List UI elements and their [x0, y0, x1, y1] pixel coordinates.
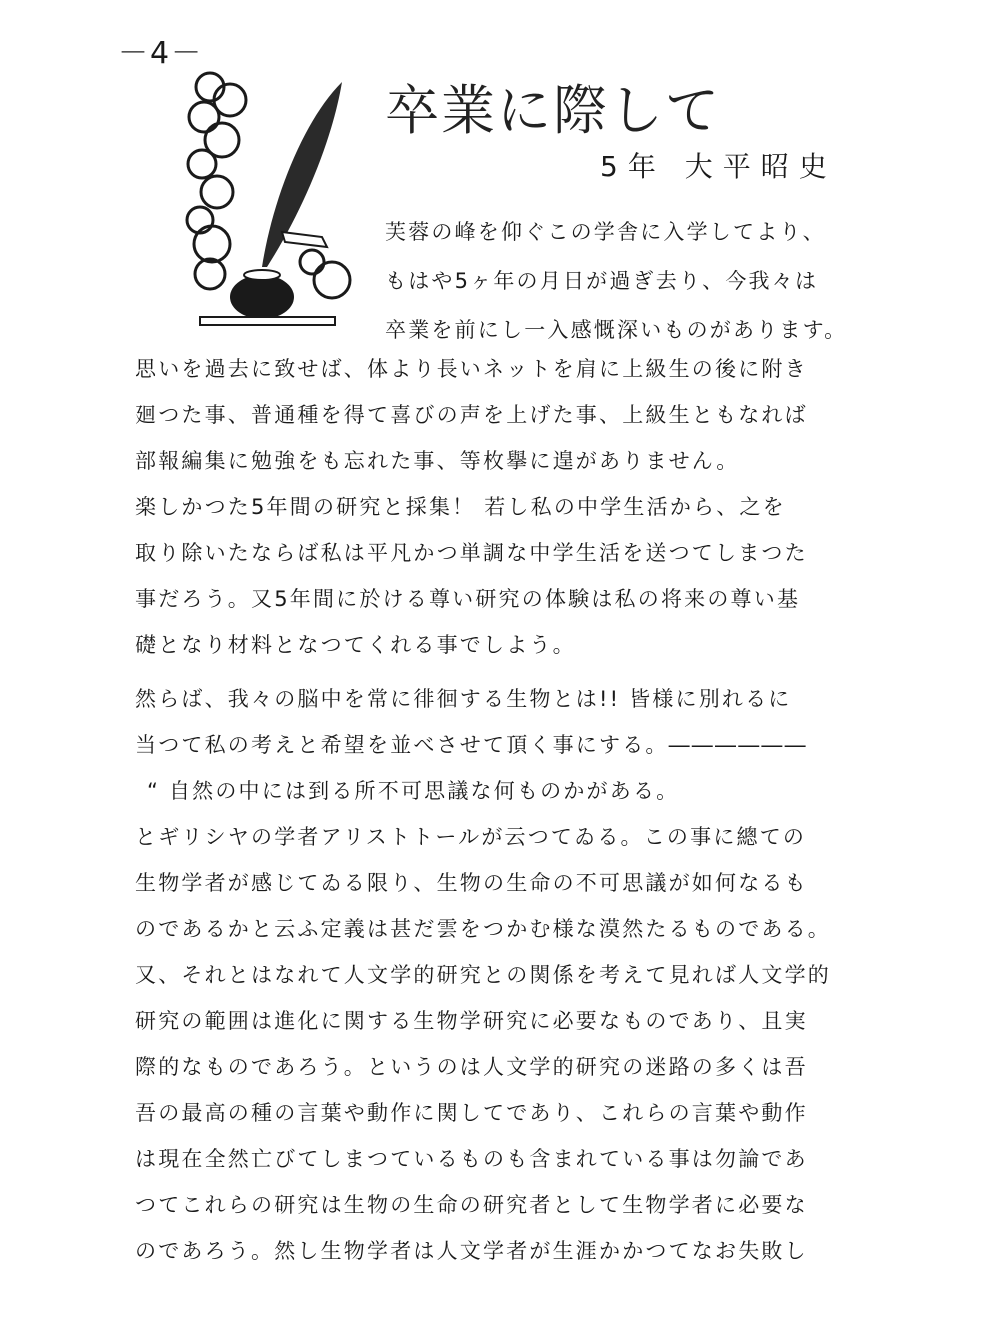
- article-title: 卒業に際して: [385, 79, 721, 142]
- text-line: 生物学者が感じてゐる限り、生物の生命の不可思議が如何なるも: [135, 871, 808, 895]
- text-line: 部報編集に勉強をも忘れた事、等枚擧に遑がありません。: [135, 449, 740, 473]
- text-line: とギリシヤの学者アリストトールが云つてゐる。この事に總ての: [135, 825, 807, 849]
- text-line: もはや5ヶ年の月日が過ぎ去り、今我々は: [385, 269, 819, 293]
- text-line: 芙蓉の峰を仰ぐこの学舎に入学してより、: [385, 220, 826, 244]
- text-line: 然らば、我々の脳中を常に徘徊する生物とは!! 皆様に別れるに: [135, 687, 792, 711]
- text-line: のであるかと云ふ定義は甚だ雲をつかむ様な漠然たるものである。: [135, 917, 831, 941]
- author-line: 5年 大平昭史: [600, 150, 837, 183]
- text-line: 思いを過去に致せば、体より長いネットを肩に上級生の後に附き: [135, 357, 808, 381]
- text-line: 礎となり材料となつてくれる事でしよう。: [135, 633, 576, 657]
- text-line: 又、それとはなれて人文学的研究との関係を考えて見れば人文学的: [135, 963, 831, 987]
- quill-inkpot-illustration: [182, 62, 362, 337]
- quote-line: “ 自然の中には到る所不可思議な何ものかがある。: [147, 779, 680, 803]
- intro-paragraph: [385, 208, 855, 355]
- text-line: 取り除いたならば私は平凡かつ単調な中学生活を送つてしまつた: [135, 541, 808, 565]
- text-line: 楽しかつた5年間の研究と採集！ 若し私の中学生活から、之を: [135, 495, 786, 519]
- text-line: 研究の範囲は進化に関する生物学研究に必要なものであり、且実: [135, 1009, 808, 1033]
- text-line: 当つて私の考えと希望を並べさせて頂く事にする。――――――: [135, 733, 808, 757]
- text-line: つてこれらの研究は生物の生命の研究者として生物学者に必要な: [135, 1193, 808, 1217]
- text-line: 卒業を前にし一入感慨深いものがあります。: [385, 318, 848, 342]
- text-line: 廻つた事、普通種を得て喜びの声を上げた事、上級生ともなれば: [135, 403, 808, 427]
- text-line: のであろう。然し生物学者は人文学者が生涯かかつてなお失敗し: [135, 1239, 808, 1263]
- text-line: は現在全然亡びてしまつているものも含まれている事は勿論であ: [135, 1147, 808, 1171]
- text-line: 際的なものであろう。というのは人文学的研究の迷路の多くは吾: [135, 1055, 808, 1079]
- page-number: －4－: [118, 36, 204, 71]
- body-text: [135, 346, 860, 1274]
- text-line: 吾の最高の種の言葉や動作に関してであり、これらの言葉や動作: [135, 1101, 808, 1125]
- text-line: 事だろう。又5年間に於ける尊い研究の体験は私の将来の尊い基: [135, 587, 801, 611]
